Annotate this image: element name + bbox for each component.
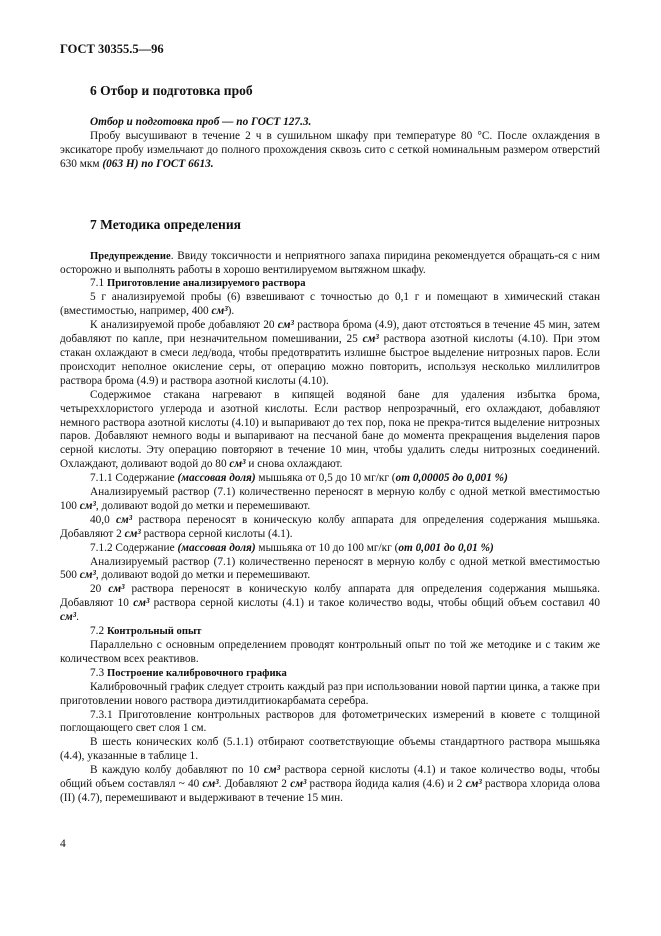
text: Содержимое стакана нагревают в кипящей водяной бане для удаления избытка брома, четыреххлористого углерода и азотной кислоты. Если раствор непрозрачный, его охлаждают, добавляют немного раствора азотной кислоты (4.10) и выпаривают до тех пор, пока не прекра-тится выделение нитрозных паров. Добавляют немного воды и выпаривают на песчаной бане до момента прекращения выделения паров серной кислоты. Эту операцию повторяют в течение 10 мин, чтобы удалить следы нитрозных соединений. Охлаждают, доливают водой до 80 [60,388,600,471]
paragraph: Калибровочный график следует строить каждый раз при использовании новой партии цинка, а также при приготовлении нового раствора диэтилдитиокарбамата серебра. [60,680,600,707]
paragraph [60,291,600,319]
number: 7.1 [90,277,107,290]
text-bold-italic: (063 Н) по ГОСТ 6613. [102,157,214,170]
text: . Добавляют 2 [218,778,291,791]
text: раствора брома (4.9), дают отстояться в течение 45 мин, затем добавляют по капле, при незначительном помешивании, 25 [60,319,600,346]
paragraph [60,486,600,514]
unit: см³ [116,513,133,526]
unit: см³ [79,569,96,582]
paragraph [60,514,600,542]
section-6-subtitle [60,116,600,130]
text: 7.1.2 Содержание [90,541,178,554]
text: 5 г анализируемой пробы (6) взвешивают с точностью до 0,1 г и помещают в химический стакан (вместимостью, например, 400 [60,291,600,318]
text: 40,0 [90,513,117,526]
unit: см³ [133,597,150,610]
paragraph [60,389,600,472]
text: раствора серной кислоты (4.1). [140,527,293,540]
unit: см³ [60,611,77,624]
unit: см³ [202,778,219,791]
paragraph [60,319,600,389]
unit: см³ [465,778,482,791]
unit: см³ [290,778,307,791]
paragraph: Параллельно с основным определением проводят контрольный опыт по той же методике и с таким же количеством всех реактивов. [60,639,600,665]
text: . Ввиду токсичности и неприятного запаха пиридина рекомендуется обращать-ся с ним осторожно и выполнять работы в хорошо вентилируемом вытяжном шкафу. [60,249,600,276]
section-7-title: 7 Методика определения [90,216,241,232]
text: раствора серной кислоты (4.1) и такое количество воды, чтобы общий объем составил 40 [149,597,600,610]
subsection-7-1-2 [60,542,600,556]
heading-text: Приготовление анализируемого раствора [106,278,306,290]
text: К анализируемой пробе добавляют 20 [90,319,278,332]
unit: см³ [211,305,228,318]
text: раствора азотной кислоты (4.10). При этом стакан охлаждают в смеси лед/вода, чтобы предотвратить излишне быстрое выделение нитрозных паров. Если происходит неполное окисление серы, от операцию можно повторить, используя несколько миллилитров раствора брома (4.9) и раствора азотной кислоты (4.10). [60,333,600,387]
unit: см³ [124,527,141,540]
unit: см³ [108,583,125,596]
text: раствора серной кислоты (4.1) и такое количество воды, чтобы общий объем составлял ~ 40 [60,764,600,791]
warning-paragraph [60,250,600,278]
subtitle-text: Отбор и подготовка проб — по ГОСТ 127.3. [90,116,312,128]
paragraph [60,583,600,625]
unit: см³ [79,499,96,512]
paragraph: 7.3.1 Приготовление контрольных растворов для фотометрических измерений в кювете с толщиной поглощающего свет слоя 1 см. [60,708,600,735]
subsection-7-2-heading [60,625,600,639]
text: (массовая доля) [177,541,256,554]
text: и снова охлаждают. [245,458,343,471]
text: Анализируемый раствор (7.1) количественно переносят в мерную колбу с одной меткой вместимостью 500 [60,555,600,582]
warning-label: Предупреждение [90,250,171,262]
text: от 0,00005 до 0,001 %) [395,472,508,485]
page-number: 4 [60,838,66,850]
text: 20 [90,583,109,596]
number: 7.3 [90,666,107,679]
paragraph [60,764,600,806]
number: 7.2 [90,625,107,638]
subsection-7-3-heading [60,667,600,681]
paragraph: В шесть конических колб (5.1.1) отбирают соответствующие объемы стандартного раствора мышьяка (4.4), указанные в таблице 1. [60,736,600,763]
unit: см³ [263,764,280,777]
text: . [76,611,79,624]
unit: см³ [277,319,294,332]
text: раствора йодида калия (4.6) и 2 [306,778,466,791]
text: Анализируемый раствор (7.1) количественно переносят в мерную колбу с одной меткой вместимостью 100 [60,486,600,512]
text: 7.1.1 Содержание [90,472,178,485]
document-header: ГОСТ 30355.5—96 [60,42,164,56]
text: мышьяка от 0,5 до 10 мг/кг ( [255,472,396,485]
subsection-7-1-heading [60,277,600,291]
text: от 0,001 до 0,01 %) [398,541,494,554]
text: Пробу высушивают в течение 2 ч в сушильном шкафу при температуре 80 °С. После охлаждения в эксикаторе пробу измельчают до полного прохождения сквозь сито с сеткой номинальным размером отверстий 630 мкм [60,129,600,170]
text: раствора переносят в коническую колбу аппарата для определения содержания мышьяка. Добавляют 10 [60,583,600,610]
text: , доливают водой до метки и перемешивают. [95,569,311,582]
unit: см³ [362,333,379,346]
text: (массовая доля) [177,472,256,485]
section-6-paragraph [60,130,600,172]
text: раствора хлорида олова (II) (4.7), перемешивают и выдерживают в течение 15 мин. [60,778,601,804]
unit: см³ [229,458,246,471]
heading-text: Контрольный опыт [106,626,202,638]
paragraph [60,556,600,584]
text: В каждую колбу добавляют по 10 [90,764,264,777]
heading-text: Построение калибровочного графика [106,667,287,679]
text: раствора переносят в коническую колбу аппарата для определения содержания мышьяка. Добавляют 2 [60,513,601,540]
text: , доливают водой до метки и перемешивают. [95,499,311,512]
text: ). [227,305,235,318]
subsection-7-1-1 [60,472,600,486]
section-6-title: 6 Отбор и подготовка проб [90,83,253,98]
text: мышьяка от 10 до 100 мг/кг ( [255,541,399,554]
document-page [60,42,600,806]
